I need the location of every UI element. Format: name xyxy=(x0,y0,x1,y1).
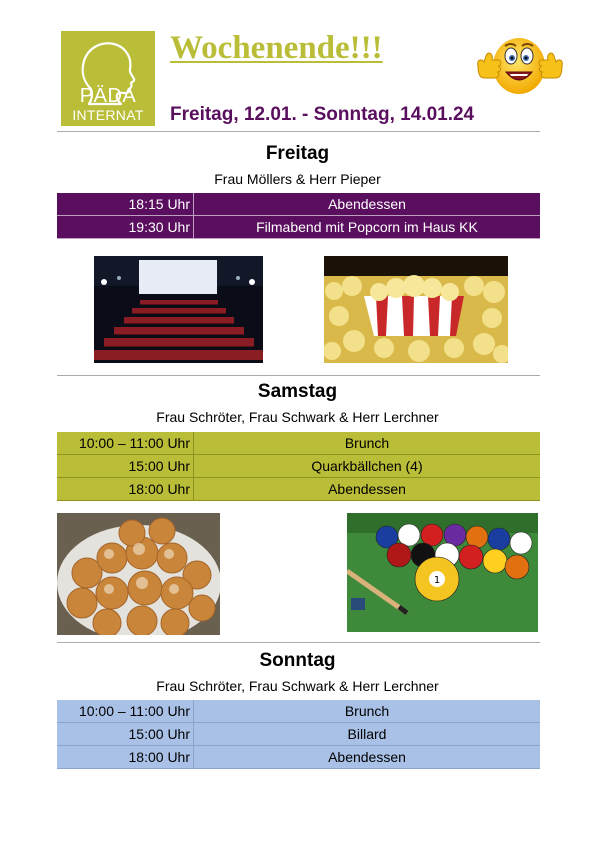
divider xyxy=(57,642,540,643)
staff-sonntag: Frau Schröter, Frau Schwark & Herr Lerchner xyxy=(156,678,439,694)
popcorn-photo xyxy=(324,256,508,363)
day-heading-sonntag: Sonntag xyxy=(259,650,336,671)
billiard-photo xyxy=(347,513,538,632)
activity-cell: Brunch xyxy=(344,435,390,451)
staff-freitag: Frau Möllers & Herr Pieper xyxy=(214,171,381,187)
table-row xyxy=(57,478,540,501)
activity-cell: Abendessen xyxy=(328,196,406,212)
page-title: Wochenende!!! xyxy=(170,30,383,66)
activity-cell: Abendessen xyxy=(328,481,406,497)
time-cell: 15:00 Uhr xyxy=(57,455,194,477)
day-heading-samstag: Samstag xyxy=(257,381,338,402)
time-cell: 19:30 Uhr xyxy=(57,216,194,238)
table-row xyxy=(57,700,540,723)
activity-cell: Brunch xyxy=(344,703,390,719)
table-row xyxy=(57,746,540,769)
time-cell: 15:00 Uhr xyxy=(57,723,194,745)
divider xyxy=(57,131,540,132)
time-cell: 18:00 Uhr xyxy=(57,746,194,768)
table-row xyxy=(57,193,540,216)
divider xyxy=(57,375,540,376)
table-row xyxy=(57,216,540,239)
schedule-table-sonntag xyxy=(57,700,540,769)
activity-cell: Quarkbällchen (4) xyxy=(311,458,423,474)
thumbs-up-emoji-icon xyxy=(470,28,570,98)
time-cell: 10:00 – 11:00 Uhr xyxy=(57,432,194,454)
time-cell: 18:00 Uhr xyxy=(57,478,194,500)
cinema-photo xyxy=(94,256,263,363)
day-heading-freitag: Freitag xyxy=(265,143,330,164)
time-cell: 10:00 – 11:00 Uhr xyxy=(57,700,194,722)
table-row xyxy=(57,455,540,478)
logo-text-paeda: PÄDA xyxy=(79,85,137,107)
activity-cell: Filmabend mit Popcorn im Haus KK xyxy=(256,219,478,235)
schedule-table-samstag xyxy=(57,432,540,501)
staff-samstag: Frau Schröter, Frau Schwark & Herr Lerchner xyxy=(156,409,439,425)
activity-cell: Abendessen xyxy=(328,749,406,765)
svg-text:1: 1 xyxy=(433,575,441,586)
table-row xyxy=(57,723,540,746)
time-cell: 18:15 Uhr xyxy=(57,193,194,215)
logo-text-internat: INTERNAT xyxy=(72,107,144,123)
paeda-internat-logo xyxy=(61,31,155,126)
table-row xyxy=(57,432,540,455)
quarkbaellchen-photo xyxy=(57,513,220,635)
date-range: Freitag, 12.01. - Sonntag, 14.01.24 xyxy=(170,104,475,125)
schedule-table-freitag xyxy=(57,193,540,239)
activity-cell: Billard xyxy=(347,726,387,742)
